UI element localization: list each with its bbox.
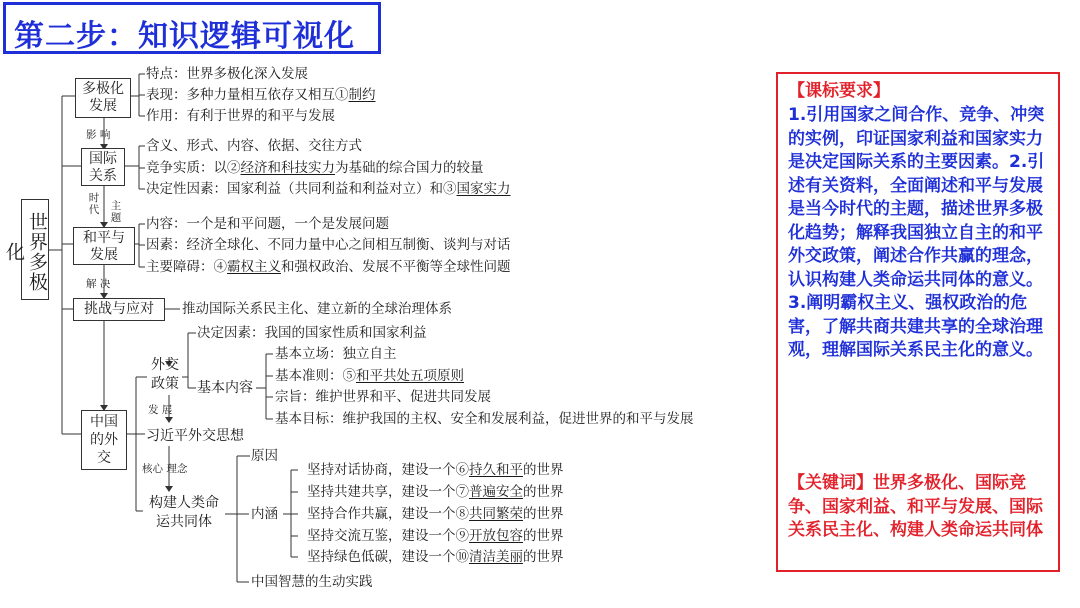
- multipolar-feature: 特点：世界多极化深入发展: [146, 66, 308, 82]
- community-practice: 中国智慧的生动实践: [251, 574, 373, 590]
- node-challenge-and-response: 挑战与应对: [73, 298, 165, 321]
- edge-label-develop: 发 展: [148, 404, 173, 416]
- requirements-heading: 【课标要求】: [788, 81, 890, 101]
- peace-factors: 因素：经济全球化、不同力量中心之间相互制衡、谈判与对话: [146, 237, 511, 253]
- community-item: 坚持合作共赢，建设一个⑧共同繁荣的世界: [307, 506, 564, 522]
- edge-label-theme: 主 题: [110, 200, 122, 224]
- requirements-body: 1.引用国家之间合作、竞争、冲突的实例，印证国家利益和国家实力是决定国际关系的主要因素。2.引述有关资料，全面阐述和平与发展是当今时代的主题，描述世界多极化趋势；解释我国独立自主的和平外交政策，阐述合作共赢的理念，认识构建人类命运共同体的意义。3.阐明霸权主义、强权政治的危害，了解共商共建共享的全球治理观，理解国际关系民主化的意义。: [788, 105, 1045, 360]
- edge-label-influence: 影 响: [86, 129, 111, 141]
- blank-3: 国家实力: [456, 181, 511, 197]
- blank-2: 经济和科技实力: [240, 160, 335, 176]
- node-community-shared-future: 构建人类命运共同体: [149, 495, 219, 530]
- blank-6: 持久和平: [469, 462, 523, 478]
- node-multipolar-development: 多极化发展: [75, 78, 131, 118]
- blank-5: 和平共处五项原则: [356, 368, 464, 384]
- diplomacy-aim: 宗旨：维护世界和平、促进共同发展: [275, 389, 491, 405]
- relations-meaning: 含义、形式、内容、依据、交往方式: [146, 138, 362, 154]
- diplomacy-basic-goal: 基本目标：维护我国的主权、安全和发展利益，促进世界的和平与发展: [275, 411, 694, 427]
- blank-1: 制约: [348, 87, 376, 103]
- challenge-response-item: 推动国际关系民主化、建立新的全球治理体系: [182, 301, 452, 317]
- community-item: 坚持共建共享，建设一个⑦普遍安全的世界: [307, 484, 564, 500]
- blank-9: 开放包容: [469, 528, 523, 544]
- diplomacy-basic-stand: 基本立场：独立自主: [275, 346, 397, 362]
- blank-7: 普遍安全: [469, 484, 523, 500]
- relations-decisive-factor: 决定性因素：国家利益（共同利益和利益对立）和③国家实力: [146, 181, 511, 197]
- edge-label-era: 时 代: [88, 192, 100, 216]
- blank-8: 共同繁荣: [469, 506, 523, 522]
- node-peace-and-development: 和平与发展: [73, 227, 135, 265]
- peace-content: 内容：一个是和平问题，一个是发展问题: [146, 216, 389, 232]
- edge-label-core-concept: 核心 理念: [142, 463, 188, 475]
- diplomacy-basic-principle: 基本准则：⑤和平共处五项原则: [275, 368, 464, 384]
- node-connotation: 内涵: [251, 506, 278, 522]
- peace-obstacles: 主要障碍：④霸权主义和强权政治、发展不平衡等全球性问题: [146, 259, 511, 275]
- page-title: 第二步：知识逻辑可视化: [14, 19, 355, 54]
- diplomacy-determining-factor: 决定因素：我国的国家性质和国家利益: [197, 325, 427, 341]
- keywords-text: 【关键词】世界多极化、国际竞争、国家利益、和平与发展、国际关系民主化、构建人类命运共同体: [788, 473, 1043, 540]
- multipolar-role: 作用：有利于世界的和平与发展: [146, 108, 335, 124]
- community-item: 坚持绿色低碳，建设一个⑩清洁美丽的世界: [307, 549, 564, 565]
- blank-10: 清洁美丽: [469, 549, 523, 565]
- edge-label-solve: 解 决: [86, 278, 111, 290]
- community-item: 坚持交流互鉴，建设一个⑨开放包容的世界: [307, 528, 564, 544]
- node-china-diplomacy: 中国的外交: [81, 410, 127, 470]
- node-basic-content: 基本内容: [197, 380, 253, 396]
- node-international-relations: 国际关系: [81, 148, 125, 186]
- multipolar-performance: 表现：多种力量相互依存又相互①制约: [146, 87, 376, 103]
- blank-4: 霸权主义: [227, 259, 281, 275]
- community-reason: 原因: [251, 448, 278, 464]
- curriculum-requirements-box: [776, 72, 1060, 572]
- relations-essence: 竞争实质：以②经济和科技实力为基础的综合国力的较量: [146, 160, 484, 176]
- root-node-world-multipolarization: 世界多极化: [21, 199, 49, 300]
- community-item: 坚持对话协商，建设一个⑥持久和平的世界: [307, 462, 564, 478]
- node-foreign-policy: 外交政策: [151, 357, 179, 392]
- node-xi-diplomacy-thought: 习近平外交思想: [146, 428, 244, 444]
